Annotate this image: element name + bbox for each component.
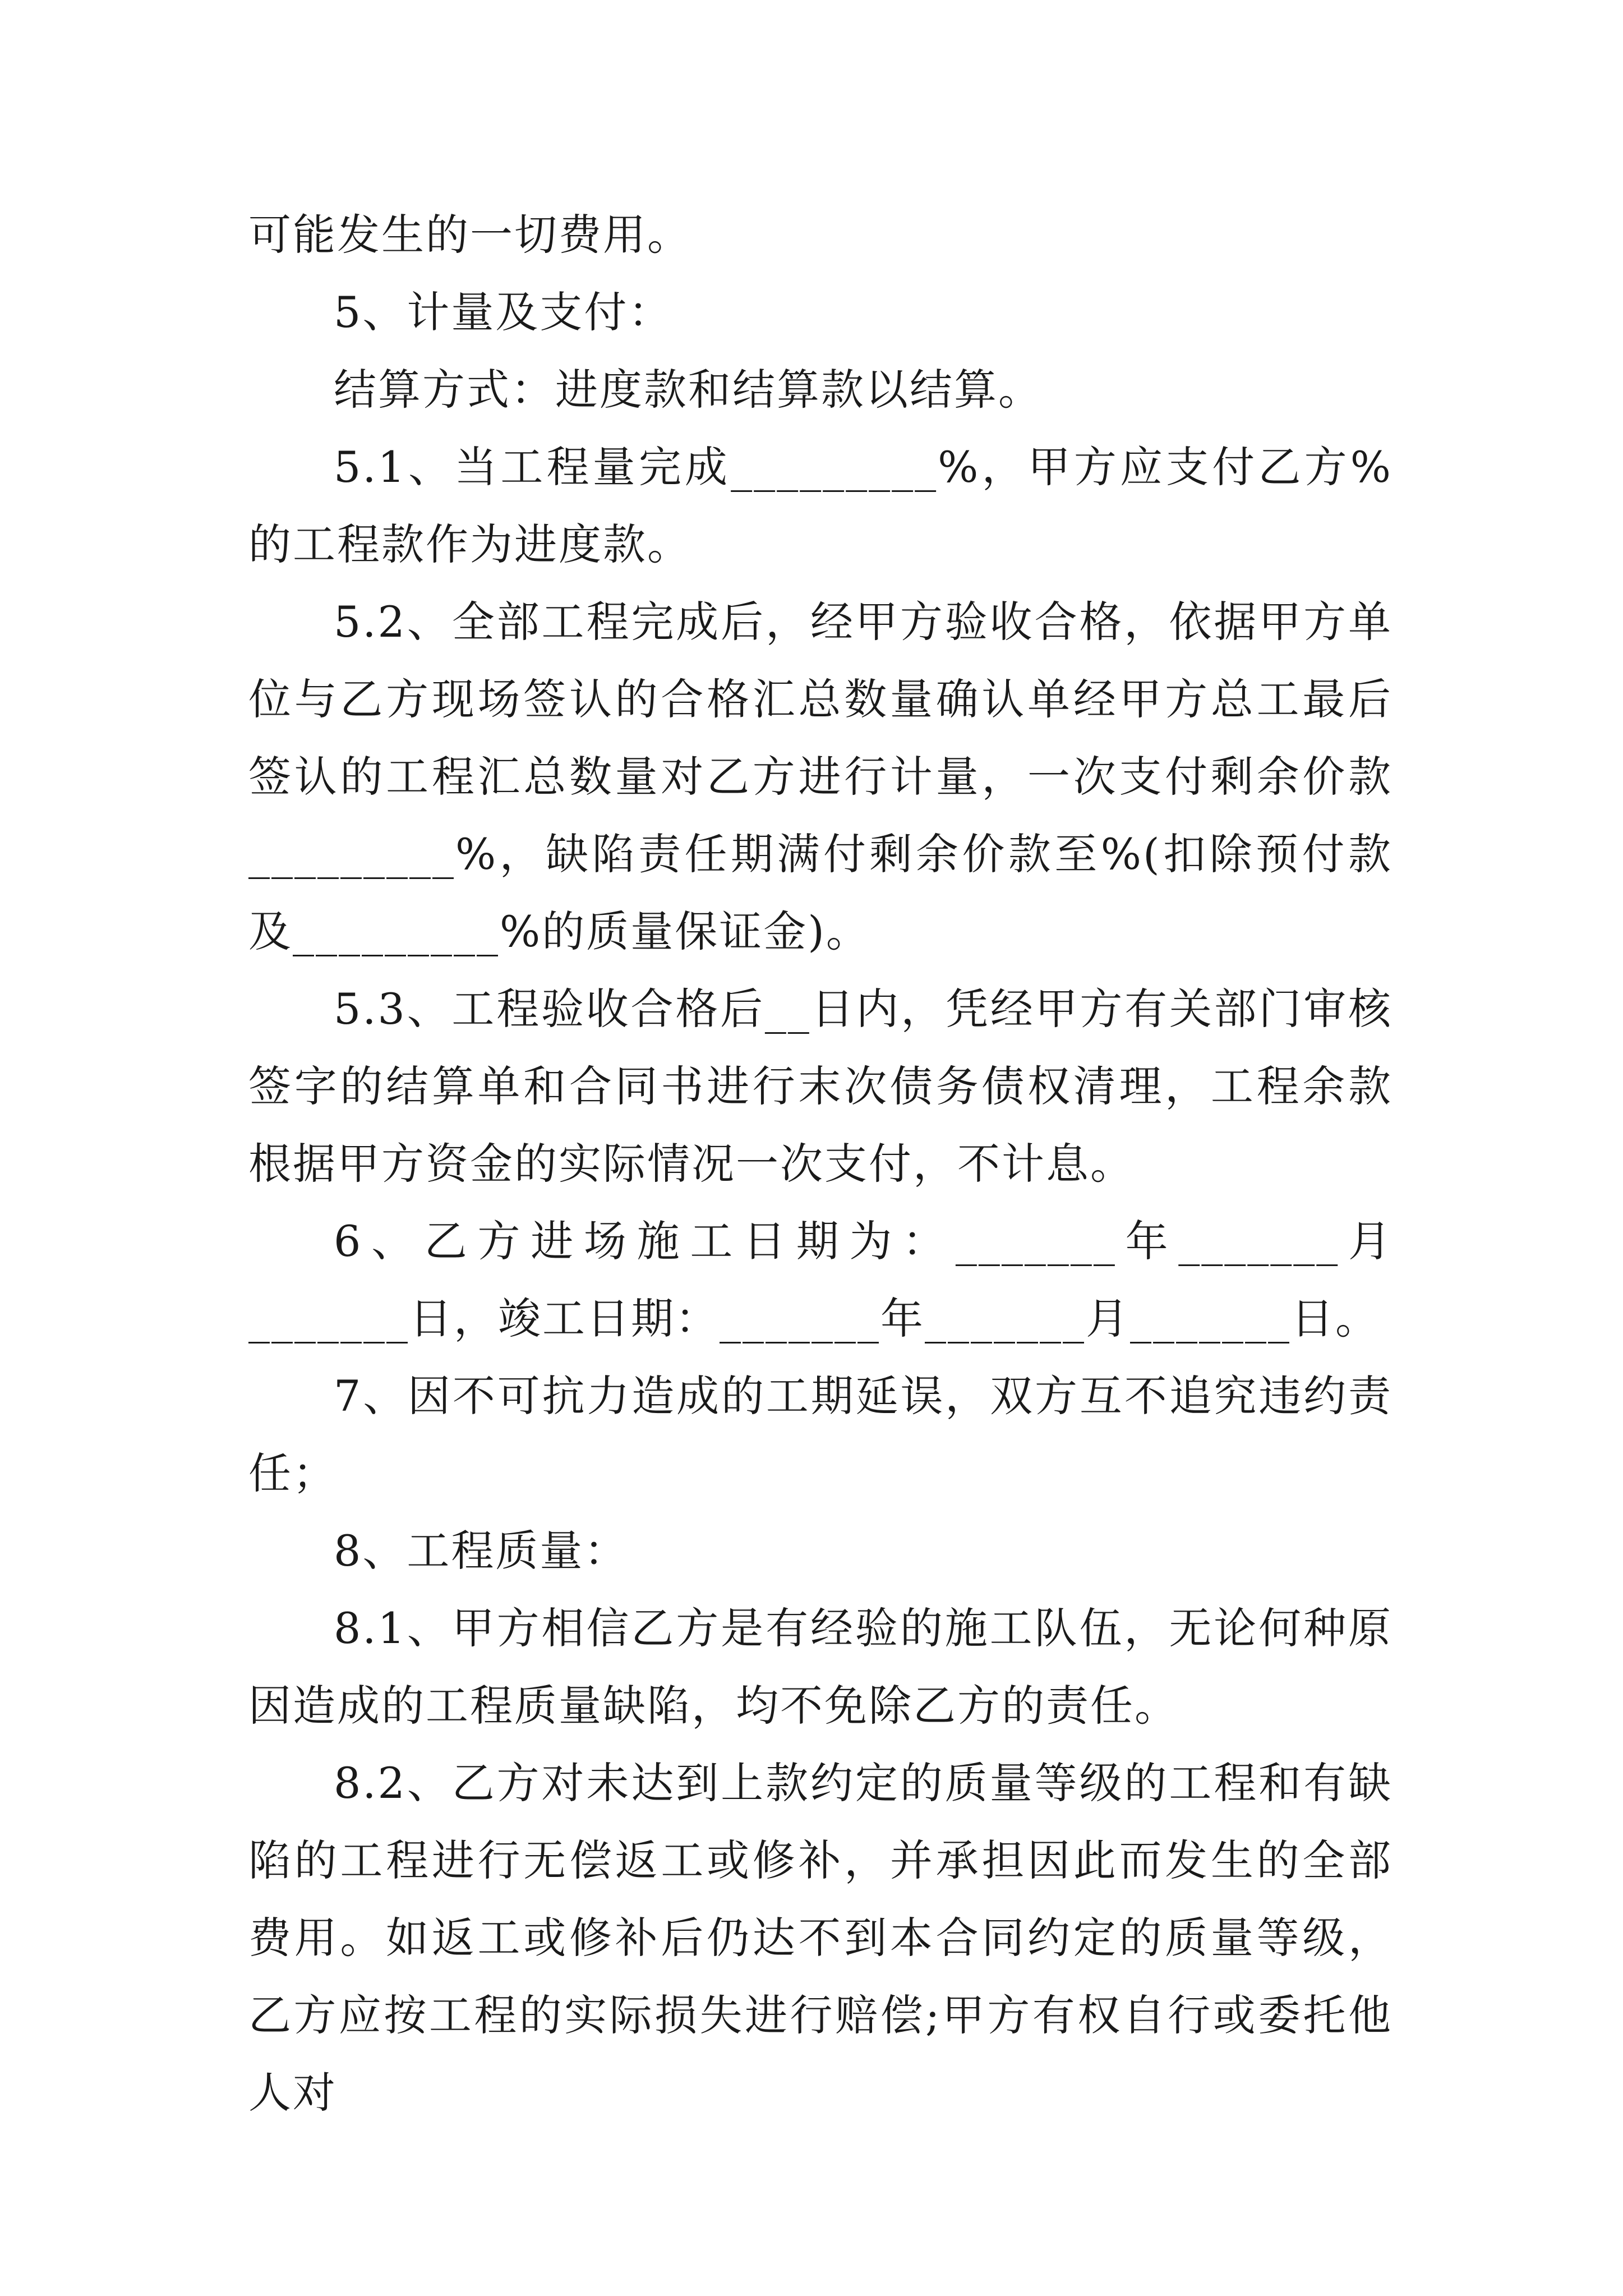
paragraph-clause-5-2: 5.2、全部工程完成后，经甲方验收合格，依据甲方单位与乙方现场签认的合格汇总数量确认单经甲方总工最后签认的工程汇总数量对乙方进行计量，一次支付剩余价款_________%，缺陷责任期满付剩余价款至%(扣除预付款及_________%的质量保证金)。 [248, 597, 1393, 956]
paragraph-clause-5-3: 5.3、工程验收合格后__日内，凭经甲方有关部门审核签字的结算单和合同书进行末次债务债权清理，工程余款根据甲方资金的实际情况一次支付，不计息。 [248, 984, 1393, 1189]
paragraph-fee-continuation: 可能发生的一切费用。 [248, 210, 691, 260]
paragraph-section-5-heading: 5、计量及支付： [334, 287, 673, 337]
paragraph-clause-8-2: 8.2、乙方对未达到上款约定的质量等级的工程和有缺陷的工程进行无偿返工或修补，并承担因此而发生的全部费用。如返工或修补后仍达不到本合同约定的质量等级，乙方应按工程的实际损失进行赔偿;甲方有权自行或委托他人对 [248, 1758, 1393, 2118]
paragraph-section-6-dates: 6、乙方进场施工日期为：_______年_______月_______日，竣工日期：_______年_______月_______日。 [248, 1216, 1393, 1343]
paragraph-settlement-method: 结算方式：进度款和结算款以结算。 [334, 365, 1043, 415]
paragraph-section-7-force-majeure: 7、因不可抗力造成的工期延误，双方互不追究违约责任； [248, 1371, 1393, 1498]
document-body [248, 196, 1393, 2132]
paragraph-section-8-heading: 8、工程质量： [334, 1526, 629, 1576]
paragraph-clause-8-1: 8.1、甲方相信乙方是有经验的施工队伍，无论何种原因造成的工程质量缺陷，均不免除乙方的责任。 [248, 1603, 1393, 1731]
paragraph-clause-5-1: 5.1、当工程量完成_________%，甲方应支付乙方%的工程款作为进度款。 [248, 442, 1393, 569]
